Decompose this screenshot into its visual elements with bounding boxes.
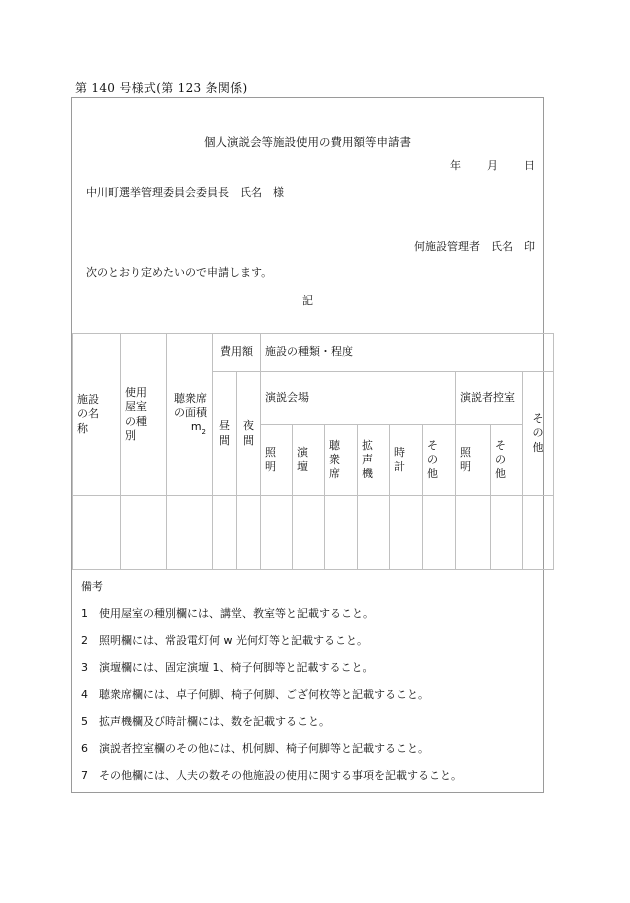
header-venue-clock-text: 時計 <box>394 445 405 473</box>
header-other-text: その他 <box>532 412 544 454</box>
note-item-4: 4 聴衆席欄には、卓子何脚、椅子何脚、ござ何枚等と記載すること。 <box>81 688 429 701</box>
cell-other[interactable] <box>523 496 554 570</box>
note-item-5: 5 拡声機欄及び時計欄には、数を記載すること。 <box>81 715 330 728</box>
cell-venue-other[interactable] <box>423 496 456 570</box>
note-item-2: 2 照明欄には、常設電灯何 w 光何灯等と記載すること。 <box>81 634 368 647</box>
cell-venue-clock[interactable] <box>390 496 423 570</box>
area-unit-exponent: 2 <box>201 428 206 437</box>
header-daytime-text: 昼間 <box>219 419 230 447</box>
header-waiting-lighting <box>456 425 491 496</box>
application-form <box>71 97 544 793</box>
cell-waiting-other[interactable] <box>491 496 523 570</box>
form-header-section <box>72 98 543 333</box>
area-unit-m: m <box>190 420 202 434</box>
form-number: 第 140 号様式(第 123 条関係) <box>75 81 248 95</box>
ki-heading: 記 <box>302 294 313 307</box>
cell-venue-lighting[interactable] <box>261 496 293 570</box>
header-audience-area-text: 聴衆席の面積 <box>174 391 207 419</box>
date-month-label: 月 <box>487 159 498 172</box>
header-venue-lighting <box>261 425 293 496</box>
document-title: 個人演説会等施設使用の費用額等申請書 <box>204 135 411 149</box>
header-audience-area <box>167 334 213 496</box>
note-item-3: 3 演壇欄には、固定演壇 1、椅子何脚等と記載すること。 <box>81 661 374 674</box>
header-venue-clock <box>390 425 423 496</box>
applicant-line: 何施設管理者 氏名 印 <box>414 240 535 253</box>
note-item-1: 1 使用屋室の種別欄には、講堂、教室等と記載すること。 <box>81 607 374 620</box>
header-venue-other-text: その他 <box>427 438 438 481</box>
cell-venue-audience-seats[interactable] <box>325 496 358 570</box>
header-facility-name-text: 施設の名称 <box>77 393 99 435</box>
header-other <box>523 372 554 496</box>
request-statement: 次のとおり定めたいので申請します。 <box>86 266 273 279</box>
cell-venue-loudspeaker[interactable] <box>358 496 390 570</box>
table-row <box>73 496 554 570</box>
cell-night[interactable] <box>237 496 261 570</box>
cell-facility-name[interactable] <box>73 496 121 570</box>
note-item-7: 7 その他欄には、人夫の数その他施設の使用に関する事項を記載すること。 <box>81 769 462 782</box>
header-speech-venue: 演説会場 <box>261 372 456 425</box>
header-venue-audience-seats <box>325 425 358 496</box>
header-daytime <box>213 372 237 496</box>
header-facility-type: 施設の種類・程度 <box>261 334 554 372</box>
header-waiting-other <box>491 425 523 496</box>
cell-waiting-lighting[interactable] <box>456 496 491 570</box>
notes-title: 備考 <box>81 580 103 593</box>
header-venue-lighting-text: 照明 <box>265 445 276 473</box>
header-waiting-lighting-text: 照明 <box>460 445 471 473</box>
cell-daytime[interactable] <box>213 496 237 570</box>
header-speaker-waiting-room: 演説者控室 <box>456 372 523 425</box>
header-venue-other <box>423 425 456 496</box>
note-item-6: 6 演説者控室欄のその他には、机何脚、椅子何脚等と記載すること。 <box>81 742 429 755</box>
date-day-label: 日 <box>524 159 535 172</box>
header-waiting-other-text: その他 <box>495 438 506 481</box>
cell-room-type[interactable] <box>121 496 167 570</box>
header-night-text: 夜間 <box>243 419 254 447</box>
fee-table <box>72 333 554 570</box>
cell-venue-podium[interactable] <box>293 496 325 570</box>
header-venue-loudspeaker-text: 拡声機 <box>362 438 373 481</box>
header-room-type <box>121 334 167 496</box>
header-facility-name <box>73 334 121 496</box>
header-venue-audience-seats-text: 聴衆席 <box>329 438 340 481</box>
header-night <box>237 372 261 496</box>
area-unit <box>171 420 212 437</box>
date-line <box>450 157 535 173</box>
cell-audience-area[interactable] <box>167 496 213 570</box>
addressee-line: 中川町選挙管理委員会委員長 氏名 様 <box>86 186 284 199</box>
date-year-label: 年 <box>450 159 461 172</box>
header-venue-loudspeaker <box>358 425 390 496</box>
header-room-type-text: 使用屋室の種別 <box>125 385 147 442</box>
header-fee-amount: 費用額 <box>213 334 261 372</box>
header-venue-podium-text: 演壇 <box>297 445 308 473</box>
header-venue-podium <box>293 425 325 496</box>
